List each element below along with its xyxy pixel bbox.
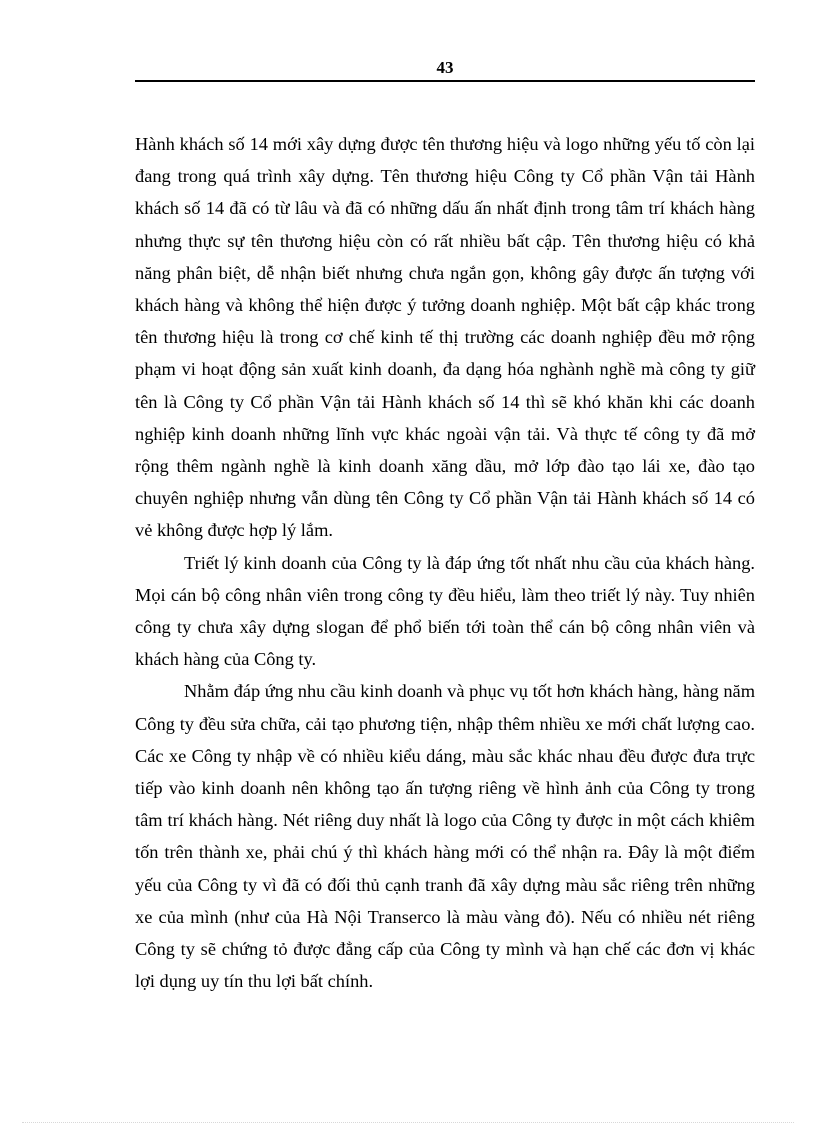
header-rule <box>135 80 755 82</box>
paragraph-vehicle-image: Nhằm đáp ứng nhu cầu kinh doanh và phục vụ tốt hơn khách hàng, hàng năm Công ty đều sửa chữa, cải tạo phương tiện, nhập thêm nhiều xe mới chất lượng cao. Các xe Công ty nhập về có nhiều kiểu dáng, màu sắc khác nhau đều được đưa trực tiếp vào kinh doanh nên không tạo ấn tượng riêng về hình ảnh của Công ty trong tâm trí khách hàng. Nét riêng duy nhất là logo của Công ty được in một cách khiêm tốn trên thành xe, phải chú ý thì khách hàng mới có thể nhận ra. Đây là một điểm yếu của Công ty vì đã có đối thủ cạnh tranh đã xây dựng màu sắc riêng trên những xe của mình (như của Hà Nội Transerco là màu vàng đỏ). Nếu có nhiều nét riêng Công ty sẽ chứng tỏ được đẳng cấp của Công ty mình và hạn chế các đơn vị khác lợi dụng uy tín thu lợi bất chính. <box>135 681 755 992</box>
page-number: 43 <box>436 58 454 77</box>
paragraph-brand-name: Hành khách số 14 mới xây dựng được tên thương hiệu và logo những yếu tố còn lại đang trong quá trình xây dựng. Tên thương hiệu Công ty Cổ phần Vận tải Hành khách số 14 đã có từ lâu và đã có những dấu ấn nhất định trong tâm trí khách hàng nhưng thực sự tên thương hiệu còn có rất nhiều bất cập. Tên thương hiệu có khả năng phân biệt, dễ nhận biết nhưng chưa ngắn gọn, không gây được ấn tượng với khách hàng và không thể hiện được ý tưởng doanh nghiệp. Một bất cập khác trong tên thương hiệu là trong cơ chế kinh tế thị trường các doanh nghiệp đều mở rộng phạm vi hoạt động sản xuất kinh doanh, đa dạng hóa nghành nghề mà công ty giữ tên là Công ty Cổ phần Vận tải Hành khách số 14 thì sẽ khó khăn khi các doanh nghiệp kinh doanh những lĩnh vực khác ngoài vận tải. Và thực tế công ty đã mở rộng thêm ngành nghề là kinh doanh xăng dầu, mở lớp đào tạo lái xe, đào tạo chuyên nghiệp nhưng vẫn dùng tên Công ty Cổ phần Vận tải Hành khách số 14 có vẻ không được hợp lý lắm. <box>135 134 755 541</box>
paragraph-business-philosophy: Triết lý kinh doanh của Công ty là đáp ứng tốt nhất nhu cầu của khách hàng. Mọi cán bộ công nhân viên trong công ty đều hiểu, làm theo triết lý này. Tuy nhiên công ty chưa xây dựng slogan để phổ biến tới toàn thể cán bộ công nhân viên và khách hàng của Công ty. <box>135 552 755 670</box>
document-body <box>135 128 755 997</box>
